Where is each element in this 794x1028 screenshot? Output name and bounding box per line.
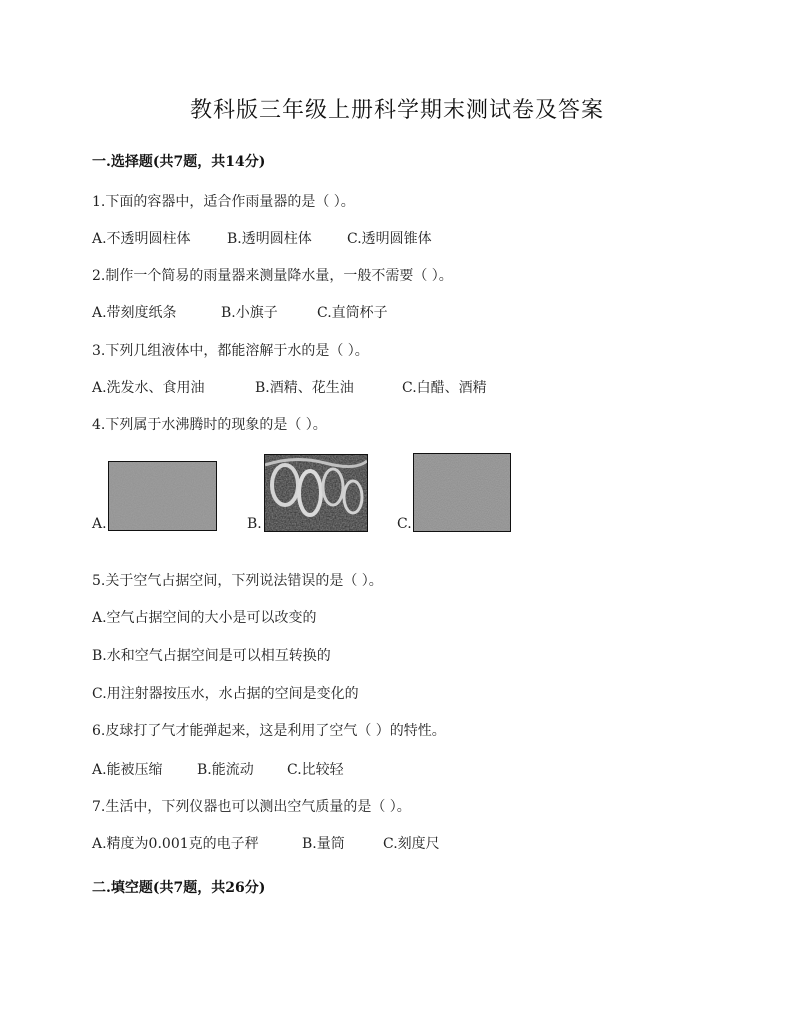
question-5: 5.关于空气占据空间，下列说法错误的是（ ）。	[92, 573, 383, 589]
question-4: 4.下列属于水沸腾时的现象的是（ ）。	[92, 417, 327, 433]
page-title: 教科版三年级上册科学期末测试卷及答案	[189, 98, 604, 123]
option-c: C.刻度尺	[383, 836, 440, 852]
option-b-label: B.	[247, 516, 262, 532]
option-c: C.白醋、酒精	[402, 380, 487, 396]
option-a-label: A.	[92, 516, 107, 532]
image-option-a	[92, 440, 232, 536]
option-b: B.小旗子	[221, 305, 278, 321]
question-6: 6.皮球打了气才能弹起来，这是利用了空气（ ）的特性。	[92, 723, 446, 739]
image-option-b	[247, 440, 387, 536]
question-3: 3.下列几组液体中，都能溶解于水的是（ ）。	[92, 343, 369, 359]
option-c: C.比较轻	[287, 762, 344, 778]
image-option-c	[397, 440, 537, 536]
question-6-options	[92, 759, 344, 779]
option-b: B.能流动	[197, 762, 254, 778]
option-a: A.精度为0.001克的电子秤	[92, 836, 259, 852]
option-b: B.透明圆柱体	[227, 231, 312, 247]
water-photo-still	[108, 461, 217, 531]
option-a: A.带刻度纸条	[92, 305, 177, 321]
question-5-option-b: B.水和空气占据空间是可以相互转换的	[92, 648, 331, 664]
option-b: B.量筒	[302, 836, 345, 852]
question-1: 1.下面的容器中，适合作雨量器的是（ ）。	[92, 194, 355, 210]
option-a: A.能被压缩	[92, 762, 163, 778]
question-4-image-options	[92, 440, 532, 540]
question-2-options	[92, 302, 388, 322]
question-5-option-a: A.空气占据空间的大小是可以改变的	[92, 610, 317, 626]
option-b: B.酒精、花生油	[255, 380, 354, 396]
option-c-label: C.	[397, 516, 412, 532]
question-5-option-c: C.用注射器按压水，水占据的空间是变化的	[92, 686, 359, 702]
option-a: A.不透明圆柱体	[92, 231, 191, 247]
question-7: 7.生活中，下列仪器也可以测出空气质量的是（ ）。	[92, 799, 411, 815]
water-photo-warm	[413, 453, 511, 532]
section-heading-choice: 一.选择题(共7题，共14分)	[92, 154, 266, 170]
question-2: 2.制作一个简易的雨量器来测量降水量，一般不需要（ ）。	[92, 268, 453, 284]
option-c: C.透明圆锥体	[347, 231, 432, 247]
question-3-options	[92, 377, 487, 397]
section-heading-fill-in: 二.填空题(共7题，共26分)	[92, 880, 266, 896]
option-a: A.洗发水、食用油	[92, 380, 205, 396]
question-1-options	[92, 228, 432, 248]
option-c: C.直筒杯子	[317, 305, 388, 321]
question-7-options	[92, 833, 440, 853]
water-photo-boiling	[264, 454, 368, 532]
